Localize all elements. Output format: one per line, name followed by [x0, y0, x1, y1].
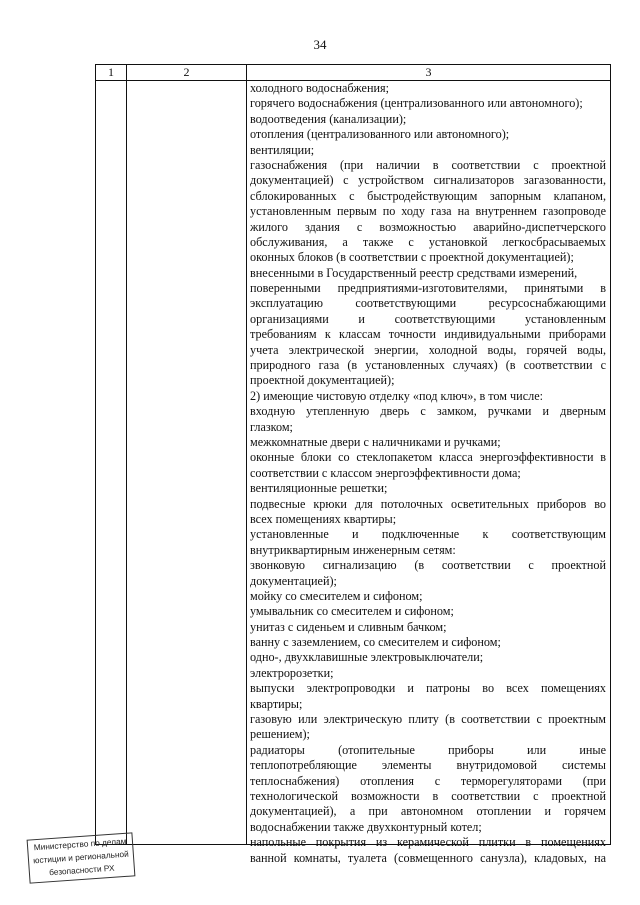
column-header-3: 3 [425, 65, 432, 79]
text-line: теплоснабжения) отопления с терморегуляторами (при [250, 773, 606, 788]
text-line: внесенными в Государственный реестр средствами измерений, [250, 265, 578, 280]
text-line: документацией), а при автономном отоплении и горячем [250, 804, 606, 819]
column-3-text [250, 81, 606, 865]
text-line: электророзетки; [250, 665, 334, 680]
text-line: мойку со смесителем и сифоном; [250, 588, 423, 603]
text-line: 2) имеющие чистовую отделку «под ключ», в том числе: [250, 388, 543, 403]
text-line: напольные покрытия из керамической плитки в помещениях [250, 835, 606, 850]
text-line: глазком; [250, 419, 293, 434]
text-line: оконные блоки со стеклопакетом класса энергоэффективности в [250, 450, 606, 465]
text-line: вентиляционные решетки; [250, 481, 388, 496]
text-line: установленным первым по ходу газа на внутреннем газопроводе [250, 204, 606, 219]
stamp-line: безопасности РХ [48, 862, 115, 878]
column-header-1: 1 [108, 65, 114, 79]
ministry-stamp [27, 832, 136, 883]
text-line: водоснабжении также двухконтурный котел; [250, 819, 482, 834]
column-header-2: 2 [183, 65, 190, 79]
text-line: проектной документацией); [250, 373, 395, 388]
text-line: квартиры; [250, 696, 303, 711]
stamp-line: Министерство по делам [33, 835, 127, 853]
text-line: сблокированных с быстродействующим запорным клапаном, [250, 188, 606, 203]
text-line: обслуживания, а также с установкой легкосбрасываемых [250, 234, 606, 249]
text-line: жилого здания с возможностью аварийно-диспетчерского [250, 219, 606, 234]
text-line: выпуски электропроводки и патроны во всех помещениях [250, 681, 606, 696]
stamp-line: юстиции и региональной [32, 848, 130, 866]
text-line: вентиляции; [250, 142, 315, 157]
text-line: установленные и подключенные к соответствующим [250, 527, 606, 542]
text-line: радиаторы (отопительные приборы или иные [250, 742, 606, 757]
page-number: 34 [313, 37, 327, 52]
text-line: газовую или электрическую плиту (в соответствии с проектным [250, 712, 606, 727]
text-line: эксплуатацию соответствующими ресурсоснабжающими [250, 296, 606, 311]
text-line: унитаз с сиденьем и сливным бачком; [250, 619, 447, 634]
text-line: документацией); [250, 573, 337, 588]
text-line: природного газа (в установленных случаях) (в соответствии с [250, 358, 606, 373]
text-line: решением); [250, 727, 310, 742]
column-divider [246, 65, 247, 844]
text-line: всех помещениях квартиры; [250, 511, 397, 526]
text-line: организациями и соответствующими установленным [250, 311, 606, 326]
text-line: холодного водоснабжения; [250, 81, 389, 95]
text-line: входную утепленную дверь с замком, ручками и дверным [250, 404, 606, 419]
text-line: газоснабжения (при наличии в соответствии с проектной [250, 157, 606, 172]
text-line: отопления (централизованного или автономного); [250, 127, 510, 142]
text-line: подвесные крюки для потолочных осветительных приборов во [250, 496, 606, 511]
text-line: одно-, двухклавишные электровыключатели; [250, 650, 484, 665]
text-line: ванной комнаты, туалета (совмещенного санузла), кладовых, на [250, 850, 606, 865]
text-line: учета электрической энергии, холодной воды, горячей воды, [250, 342, 606, 357]
text-line: горячего водоснабжения (централизованного или автономного); [250, 96, 583, 111]
text-line: теплопотребляющие элементы внутридомовой системы [250, 758, 606, 773]
text-line: ванну с заземлением, со смесителем и сифоном; [250, 635, 501, 650]
text-line: оконных блоков (в соответствии с проектной документацией); [250, 250, 574, 265]
document-table [95, 64, 611, 865]
text-line: требованиям к классам точности индивидуальными приборами [250, 327, 606, 342]
text-line: поверенными предприятиями-изготовителями, принятыми в [250, 281, 606, 296]
text-line: внутриквартирным инженерным сетям: [250, 542, 456, 557]
text-line: звонковую сигнализацию (в соответствии с проектной [250, 558, 606, 573]
text-line: соответствии с классом энергоэффективности дома; [250, 465, 521, 480]
text-line: межкомнатные двери с наличниками и ручками; [250, 434, 501, 449]
text-line: технологической возможности в соответствии с проектной [250, 788, 606, 803]
text-line: водоотведения (канализации); [250, 111, 407, 126]
column-divider [126, 65, 127, 844]
text-line: умывальник со смесителем и сифоном; [250, 604, 454, 619]
text-line: документацией) с устройством сигнализаторов загазованности, [250, 173, 606, 188]
